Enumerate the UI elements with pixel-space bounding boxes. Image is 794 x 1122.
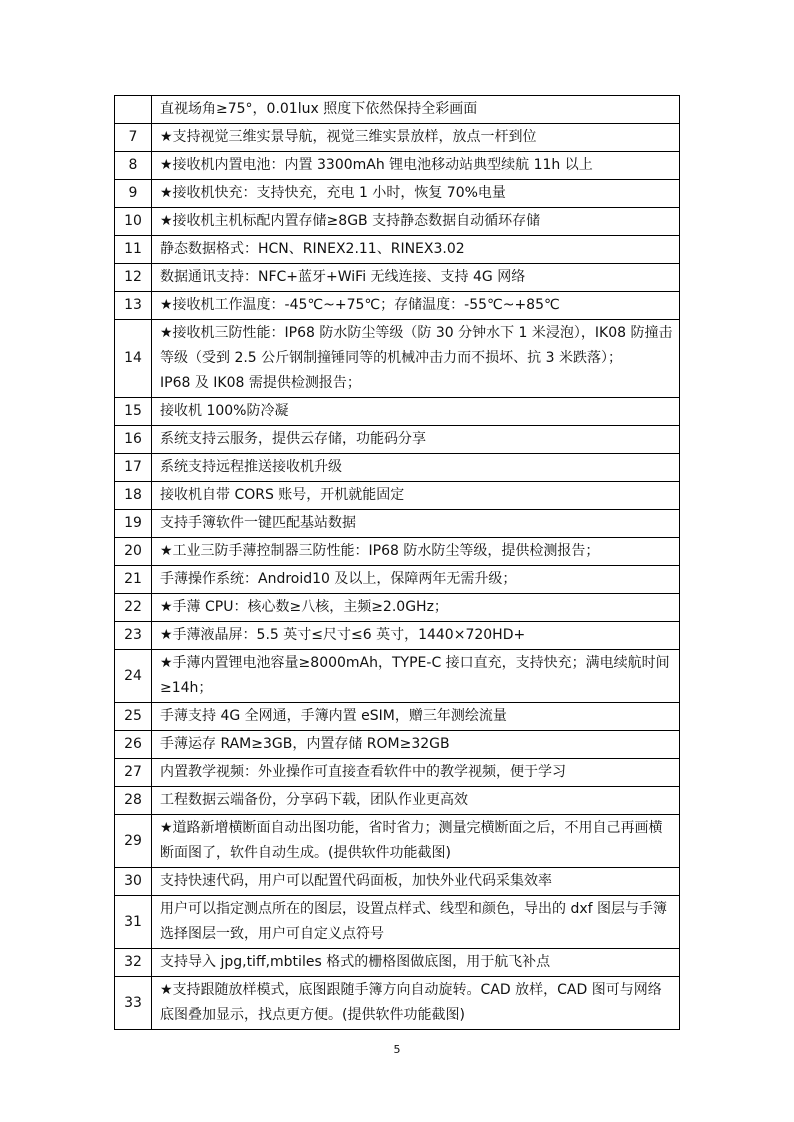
table-row (115, 236, 680, 264)
table-row (115, 703, 680, 731)
table-row (115, 759, 680, 787)
table-row (115, 96, 680, 124)
table-row (115, 292, 680, 320)
table-row (115, 320, 680, 398)
table-row (115, 594, 680, 622)
row-description-text: ★接收机内置电池：内置 3300mAh 锂电池移动站典型续航 11h 以上 (160, 157, 593, 173)
row-description-text: 接收机自带 CORS 账号，开机就能固定 (160, 487, 405, 503)
row-number: 27 (115, 759, 152, 787)
table-row (115, 482, 680, 510)
row-description-text: 手薄操作系统：Android10 及以上，保障两年无需升级； (160, 571, 517, 587)
row-description-text: 手薄支持 4G 全网通，手簿内置 eSIM，赠三年测绘流量 (160, 708, 507, 724)
row-number: 31 (115, 896, 152, 949)
row-description (152, 703, 680, 731)
table-row (115, 264, 680, 292)
row-description-text: 工程数据云端备份，分享码下载，团队作业更高效 (160, 792, 468, 808)
table-row (115, 510, 680, 538)
row-description (152, 538, 680, 566)
row-number: 22 (115, 594, 152, 622)
row-number: 32 (115, 949, 152, 977)
row-number: 8 (115, 152, 152, 180)
table-row (115, 152, 680, 180)
row-description-text: ★支持视觉三维实景导航，视觉三维实景放样，放点一杆到位 (160, 129, 537, 145)
row-number: 17 (115, 454, 152, 482)
row-description (152, 759, 680, 787)
table-row (115, 398, 680, 426)
row-description (152, 398, 680, 426)
row-description-text: ★接收机快充：支持快充，充电 1 小时，恢复 70%电量 (160, 185, 506, 201)
row-description (152, 454, 680, 482)
row-number (115, 96, 152, 124)
row-number: 29 (115, 815, 152, 868)
row-description-text-extra: IP68 及 IK08 需提供检测报告； (160, 375, 361, 391)
row-number: 20 (115, 538, 152, 566)
table-row (115, 454, 680, 482)
row-number: 21 (115, 566, 152, 594)
row-description-text: 内置教学视频：外业操作可直接查看软件中的教学视频，便于学习 (160, 764, 566, 780)
row-description (152, 208, 680, 236)
row-description-text: 直视场角≥75°，0.01lux 照度下依然保持全彩画面 (160, 101, 478, 117)
table-row (115, 868, 680, 896)
table-row (115, 896, 680, 949)
row-description (152, 896, 680, 949)
row-number: 26 (115, 731, 152, 759)
row-description-text: ★接收机工作温度：-45℃~+75℃；存储温度：-55℃~+85℃ (160, 297, 560, 313)
row-description-text: 系统支持云服务，提供云存储，功能码分享 (160, 431, 426, 447)
row-number: 28 (115, 787, 152, 815)
row-description (152, 320, 680, 398)
row-number: 13 (115, 292, 152, 320)
page-number: 5 (393, 1043, 401, 1056)
row-description-text: 静态数据格式：HCN、RINEX2.11、RINEX3.02 (160, 241, 465, 257)
table-row (115, 208, 680, 236)
row-description (152, 292, 680, 320)
row-description (152, 264, 680, 292)
row-number: 33 (115, 977, 152, 1030)
spec-table-body (115, 96, 680, 1030)
table-row (115, 622, 680, 650)
row-description (152, 96, 680, 124)
row-number: 25 (115, 703, 152, 731)
row-description-text: 支持手簿软件一键匹配基站数据 (160, 515, 356, 531)
row-number: 7 (115, 124, 152, 152)
row-number: 24 (115, 650, 152, 703)
row-description (152, 566, 680, 594)
row-description-text: 数据通讯支持：NFC+蓝牙+WiFi 无线连接、支持 4G 网络 (160, 269, 526, 285)
row-description (152, 594, 680, 622)
row-description-text: 手薄运存 RAM≥3GB，内置存储 ROM≥32GB (160, 736, 450, 752)
row-number: 19 (115, 510, 152, 538)
table-row (115, 566, 680, 594)
row-description (152, 650, 680, 703)
table-row (115, 124, 680, 152)
row-description (152, 868, 680, 896)
row-number: 18 (115, 482, 152, 510)
row-description-text: ★接收机三防性能：IP68 防水防尘等级（防 30 分钟水下 1 米浸泡），IK08 防撞击等级（受到 2.5 公斤钢制撞锤同等的机械冲击力而不损坏、抗 3 米跌落）； (160, 325, 673, 366)
row-number: 16 (115, 426, 152, 454)
table-row (115, 180, 680, 208)
row-description (152, 622, 680, 650)
row-description (152, 815, 680, 868)
row-description (152, 180, 680, 208)
table-row (115, 538, 680, 566)
row-description-text: ★道路新增横断面自动出图功能，省时省力；测量完横断面之后，不用自己再画横断面图了，软件自动生成。(提供软件功能截图) (160, 820, 663, 861)
row-description-text: ★手薄内置锂电池容量≥8000mAh，TYPE-C 接口直充，支持快充；满电续航时间≥14h； (160, 655, 670, 696)
spec-table (114, 95, 680, 1030)
row-number: 23 (115, 622, 152, 650)
row-number: 11 (115, 236, 152, 264)
row-description-text: 系统支持远程推送接收机升级 (160, 459, 342, 475)
row-description (152, 787, 680, 815)
row-description (152, 510, 680, 538)
row-description (152, 977, 680, 1030)
row-description-text: ★手薄 CPU：核心数≥八核，主频≥2.0GHz； (160, 599, 448, 615)
row-description (152, 731, 680, 759)
row-number: 12 (115, 264, 152, 292)
row-number: 30 (115, 868, 152, 896)
table-row (115, 815, 680, 868)
table-row (115, 426, 680, 454)
row-description-text: 支持导入 jpg,tiff,mbtiles 格式的栅格图做底图，用于航飞补点 (160, 954, 551, 970)
row-description-text: ★手薄液晶屏：5.5 英寸≤尺寸≤6 英寸，1440×720HD+ (160, 627, 526, 643)
row-description (152, 426, 680, 454)
row-number: 9 (115, 180, 152, 208)
row-description-text: ★接收机主机标配内置存储≥8GB 支持静态数据自动循环存储 (160, 213, 541, 229)
row-description-text: 接收机 100%防冷凝 (160, 403, 289, 419)
row-description-text: 用户可以指定测点所在的图层，设置点样式、线型和颜色，导出的 dxf 图层与手簿选择图层一致，用户可自定义点符号 (160, 901, 667, 942)
table-row (115, 650, 680, 703)
row-number: 10 (115, 208, 152, 236)
row-description-text: ★支持跟随放样模式，底图跟随手簿方向自动旋转。CAD 放样，CAD 图可与网络底图叠加显示，找点更方便。(提供软件功能截图) (160, 982, 662, 1023)
row-description (152, 482, 680, 510)
row-description (152, 949, 680, 977)
row-description (152, 124, 680, 152)
table-row (115, 731, 680, 759)
row-number: 15 (115, 398, 152, 426)
table-row (115, 949, 680, 977)
table-row (115, 977, 680, 1030)
row-description-text: 支持快速代码，用户可以配置代码面板，加快外业代码采集效率 (160, 873, 552, 889)
table-row (115, 787, 680, 815)
row-number: 14 (115, 320, 152, 398)
row-description (152, 152, 680, 180)
row-description-text: ★工业三防手薄控制器三防性能：IP68 防水防尘等级，提供检测报告； (160, 543, 600, 559)
row-description (152, 236, 680, 264)
